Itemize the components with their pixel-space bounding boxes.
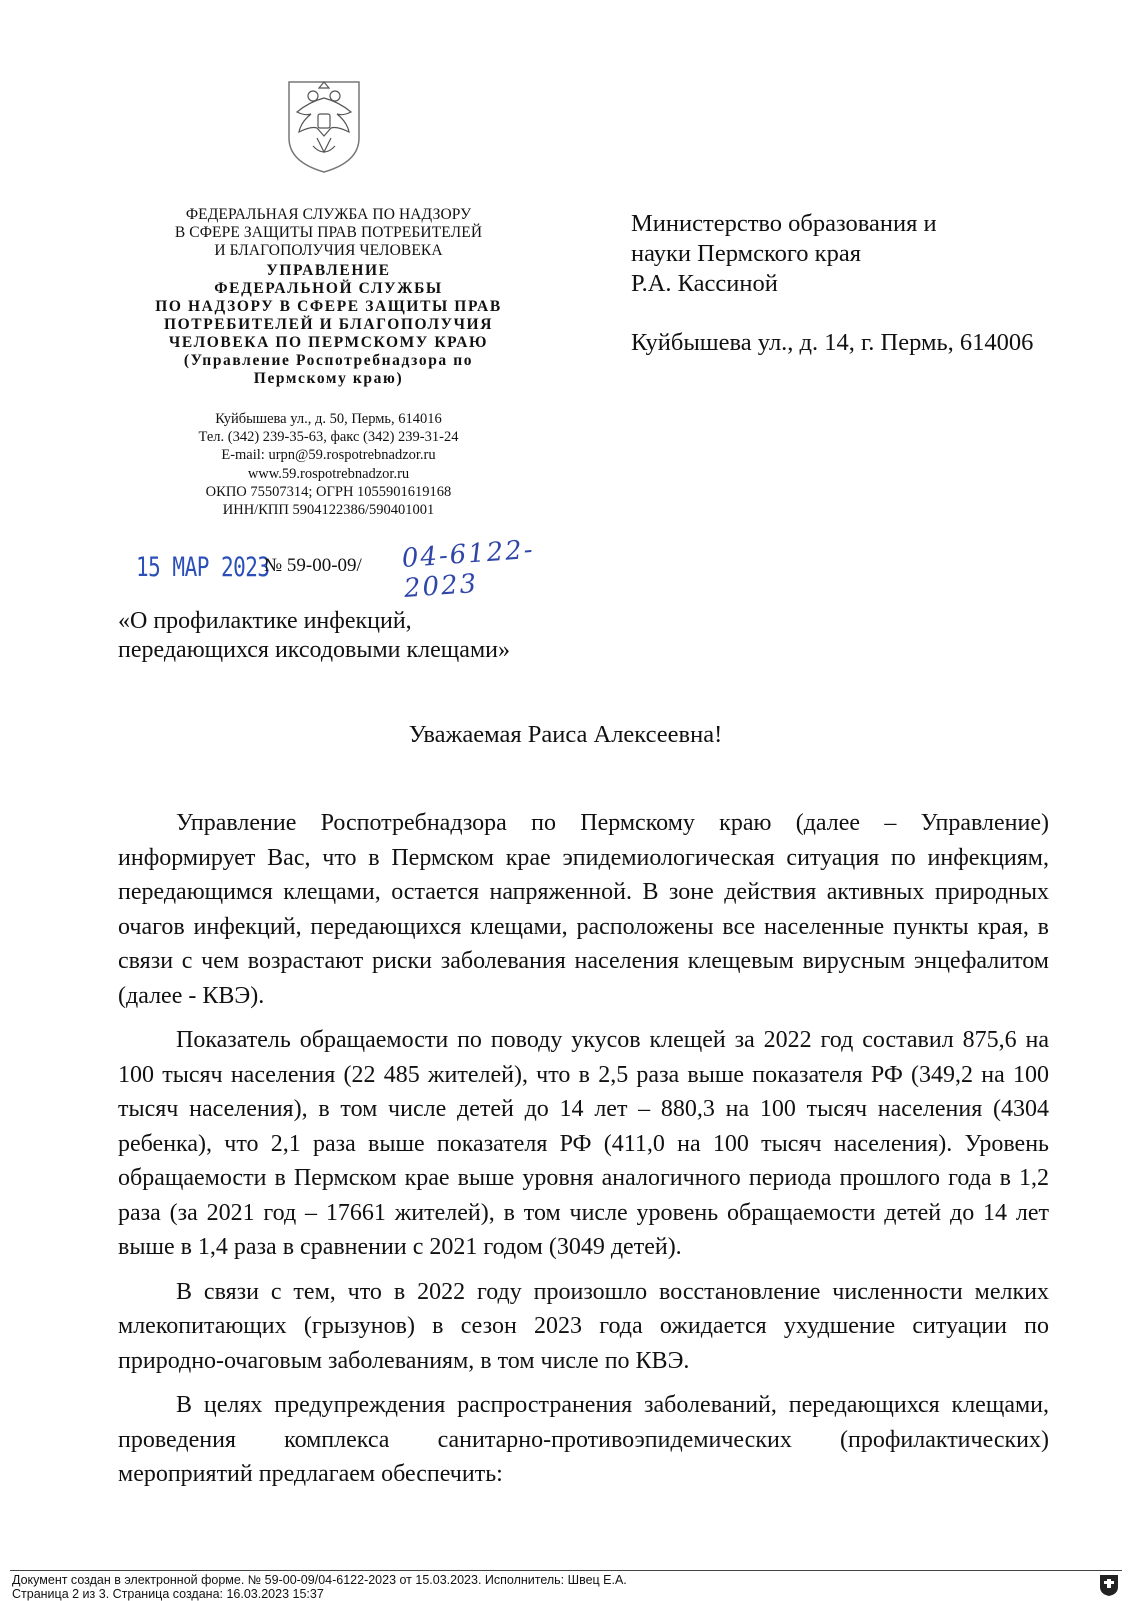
addressee-line: науки Пермского края [631, 240, 861, 267]
russian-double-headed-eagle-emblem-icon [283, 76, 365, 176]
addressee-address: Куйбышева ул., д. 14, г. Пермь, 614006 [631, 329, 1034, 356]
body-paragraph: В целях предупреждения распространения заболеваний, передающихся клещами, проведения комплекса санитарно-противоэпидемических (профилактических) мероприятий предлагаем обеспечить: [118, 1392, 1049, 1487]
contact-line: Тел. (342) 239-35-63, факс (342) 239-31-24 [198, 429, 459, 446]
footer-document-info: Документ создан в электронной форме. № 59-00-09/04-6122-2023 от 15.03.2023. Исполнитель: Швец Е.А. [12, 1573, 627, 1587]
contact-line: www.59.rospotrebnadzor.ru [247, 465, 410, 482]
letter-subject [118, 607, 618, 665]
addressee-line: Р.А. Кассиной [631, 270, 778, 297]
subject-line: «О профилактике инфекций, [118, 608, 412, 634]
federal-service-name [136, 206, 521, 260]
contact-line: Куйбышева ул., д. 50, Пермь, 614016 [215, 411, 442, 427]
service-line: В СФЕРЕ ЗАЩИТЫ ПРАВ ПОТРЕБИТЕЛЕЙ [174, 224, 483, 241]
department-line: ПОТРЕБИТЕЛЕЙ И БЛАГОПОЛУЧИЯ [163, 316, 493, 333]
registration-number-prefix: № 59-00-09/ [264, 555, 362, 576]
sender-contacts [136, 410, 521, 519]
contact-line: ИНН/КПП 5904122386/590401001 [222, 502, 435, 519]
department-line: (Управление Роспотребнадзора по [183, 352, 474, 369]
department-line: УПРАВЛЕНИЕ [266, 262, 391, 279]
footer-page-info: Страница 2 из 3. Страница создана: 16.03.2023 15:37 [12, 1587, 324, 1601]
date-stamp: 15 МАР 2023 [136, 552, 270, 582]
registration-line [136, 534, 606, 604]
contact-line: E-mail: urpn@59.rospotrebnadzor.ru [221, 447, 436, 464]
greeting: Уважаемая Раиса Алексеевна! [408, 721, 723, 748]
body-paragraph: Показатель обращаемости по поводу укусов клещей за 2022 год составил 875,6 на 100 тысяч населения (22 485 жителей), что в 2,5 раза выше показателя РФ (349,2 на 100 тысяч населения), в том числе детей до 14 лет – 880,3 на 100 тысяч населения (4304 ребенка), что 2,1 раза выше показателя РФ (411,0 на 100 тысяч населения). Уровень обращаемости в Пермском крае выше уровня аналогичного периода прошлого года в 1,2 раза (за 2021 год – 17661 жителей), в том числе уровень обращаемости детей до 14 лет выше в 1,4 раза в сравнении с 2021 годом (3049 детей). [118, 1027, 1049, 1260]
perm-krai-coat-of-arms-icon [1098, 1573, 1120, 1597]
letter-body [118, 806, 1049, 1502]
department-name [136, 262, 521, 388]
subject-line: передающихся иксодовыми клещами» [118, 637, 510, 663]
contact-line: ОКПО 75507314; ОГРН 1055901619168 [205, 483, 452, 500]
electronic-document-footer [12, 1573, 627, 1601]
service-line: И БЛАГОПОЛУЧИЯ ЧЕЛОВЕКА [214, 242, 443, 259]
addressee-block [631, 209, 1051, 358]
addressee-line: Министерство образования и [631, 210, 937, 237]
department-line: Пермскому краю) [253, 370, 404, 387]
service-line: ФЕДЕРАЛЬНАЯ СЛУЖБА ПО НАДЗОРУ [185, 206, 472, 223]
department-line: ПО НАДЗОРУ В СФЕРЕ ЗАЩИТЫ ПРАВ [155, 298, 502, 315]
footer-divider [10, 1570, 1122, 1571]
handwritten-registration-number: 04-6122-2023 [400, 534, 536, 604]
body-paragraph: Управление Роспотребнадзора по Пермскому краю (далее – Управление) информирует Вас, что в Пермском крае эпидемиологическая ситуация по инфекциям, передающимся клещами, остается напряженной. В зоне действия активных природных очагов инфекций, передающихся клещами, расположены все населенные пункты края, в связи с чем возрастают риски заболевания населения клещевым вирусным энцефалитом (далее - КВЭ). [118, 810, 1049, 1009]
body-paragraph: В связи с тем, что в 2022 году произошло восстановление численности мелких млекопитающих (грызунов) в сезон 2023 года ожидается ухудшение ситуации по природно-очаговым заболеваниям, в том числе по КВЭ. [118, 1278, 1049, 1374]
sender-block [136, 206, 521, 519]
department-line: ЧЕЛОВЕКА ПО ПЕРМСКОМУ КРАЮ [168, 334, 489, 351]
department-line: ФЕДЕРАЛЬНОЙ СЛУЖБЫ [214, 280, 443, 297]
